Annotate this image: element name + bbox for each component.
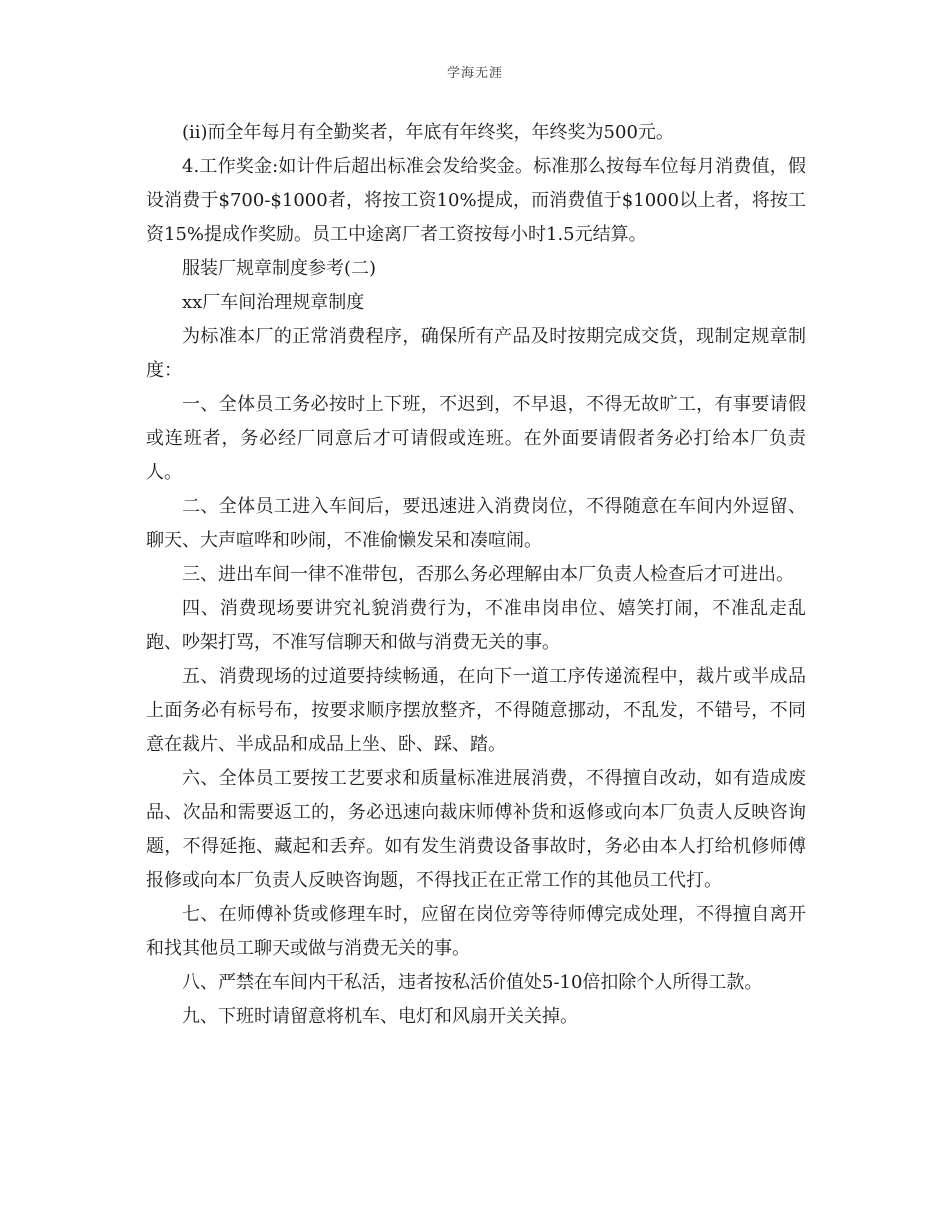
document-body — [146, 116, 806, 1034]
rule-item: 二、全体员工进入车间后，要迅速进入消费岗位，不得随意在车间内外逗留、聊天、大声喧哗和吵闹，不准偷懒发呆和凑喧闹。 — [146, 496, 806, 551]
rule-item: 三、进出车间一律不准带包，否那么务必理解由本厂负责人检查后才可进出。 — [182, 564, 794, 585]
page-header: 学海无涯 — [446, 66, 503, 81]
paragraph-work-bonus: 4.工作奖金:如计件后超出标准会发给奖金。标准那么按每车位每月消费值，假设消费于$700-$1000者，将按工资10%提成，而消费值于$1000以上者，将按工资15%提成作奖励。员工中途离厂者工资按每小时1.5元结算。 — [146, 156, 806, 245]
section-title: 服装厂规章制度参考(二) — [182, 258, 377, 279]
document-title: xx厂车间治理规章制度 — [182, 292, 365, 313]
rule-item: 八、严禁在车间内干私活，违者按私活价值处5-10倍扣除个人所得工款。 — [182, 972, 763, 993]
rule-item: 六、全体员工要按工艺要求和质量标准进展消费，不得擅自改动，如有造成废品、次品和需要返工的，务必迅速向裁床师傅补货和返修或向本厂负责人反映咨询题，不得延拖、藏起和丢弃。如有发生消费设备事故时，务必由本人打给机修师傅报修或向本厂负责人反映咨询题，不得找正在正常工作的其他员工代打。 — [146, 768, 806, 891]
rule-item: 一、全体员工务必按时上下班，不迟到，不早退，不得无故旷工，有事要请假或连班者，务必经厂同意后才可请假或连班。在外面要请假者务必打给本厂负责人。 — [146, 394, 806, 483]
rule-item: 九、下班时请留意将机车、电灯和风扇开关关掉。 — [182, 1006, 578, 1027]
rule-item: 五、消费现场的过道要持续畅通，在向下一道工序传递流程中，裁片或半成品上面务必有标号布，按要求顺序摆放整齐，不得随意挪动，不乱发，不错号，不同意在裁片、半成品和成品上坐、卧、踩、踏。 — [146, 666, 806, 755]
paragraph-attendance-bonus: (ii)而全年每月有全勤奖者，年底有年终奖，年终奖为500元。 — [182, 122, 674, 143]
rule-item: 七、在师傅补货或修理车时，应留在岗位旁等待师傅完成处理，不得擅自离开和找其他员工聊天或做与消费无关的事。 — [146, 904, 806, 959]
paragraph-intro: 为标准本厂的正常消费程序，确保所有产品及时按期完成交货，现制定规章制度： — [146, 326, 806, 381]
rule-item: 四、消费现场要讲究礼貌消费行为，不准串岗串位、嬉笑打闹，不准乱走乱跑、吵架打骂，不准写信聊天和做与消费无关的事。 — [146, 598, 806, 653]
